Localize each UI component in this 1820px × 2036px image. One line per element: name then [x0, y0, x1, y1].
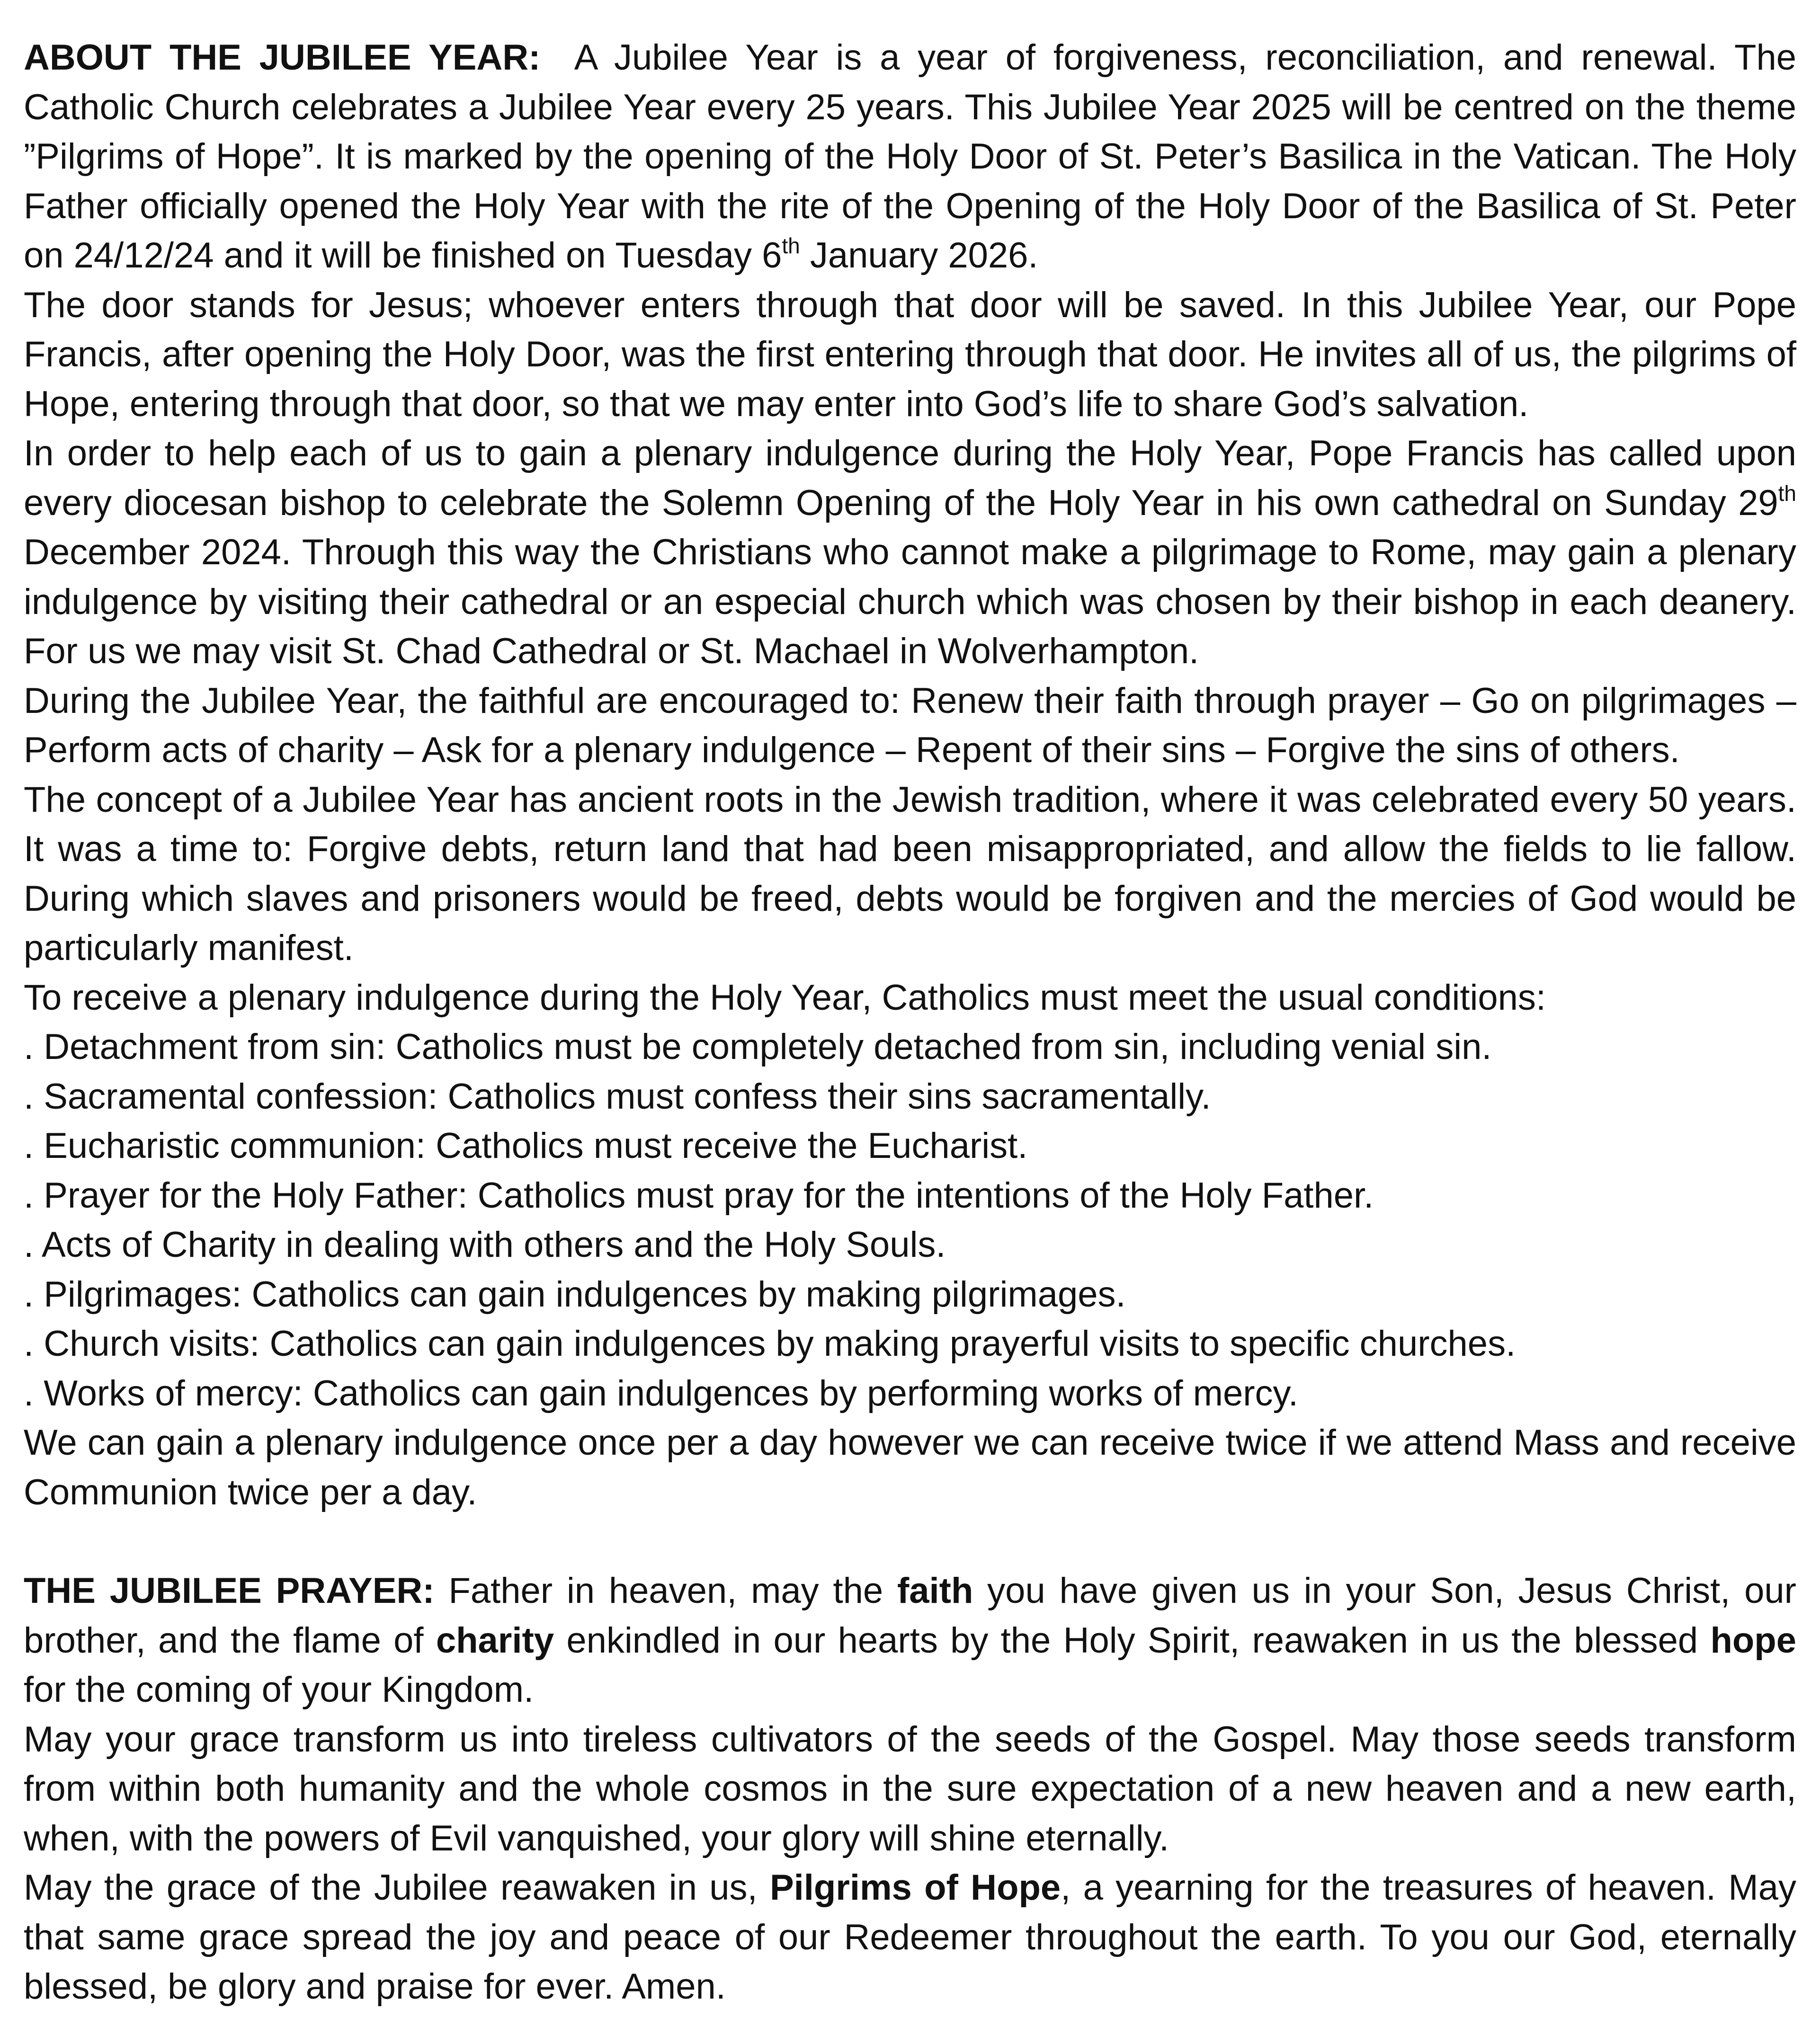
- faith-emphasis: faith: [897, 1571, 973, 1611]
- indulgence-paragraph: [24, 429, 1796, 676]
- prayer-closing-paragraph: [24, 1863, 1796, 2012]
- jubilee-intro-paragraph: [24, 33, 1796, 281]
- list-item: . Church visits: Catholics can gain indulgences by making prayerful visits to specific churches.: [24, 1324, 1516, 1364]
- jubilee-prayer-heading: THE JUBILEE PRAYER:: [24, 1571, 435, 1611]
- charity-emphasis: charity: [436, 1620, 554, 1661]
- jubilee-intro-end: January 2026.: [800, 235, 1038, 276]
- plenary-indulgence-closing: We can gain a plenary indulgence once per a day however we can receive twice if we attend Mass and receive Communion twice per a day.: [24, 1423, 1796, 1512]
- jubilee-intro-text: A Jubilee Year is a year of forgiveness, reconciliation, and renewal. The Catholic Church celebrates a Jubilee Year every 25 years. This Jubilee Year 2025 will be centred on the theme ”Pilgrims of Hope”. It is marked by the opening of the Holy Door of St. Peter’s Basilica in the Vatican. The Holy Father officially opened the Holy Year with the rite of the Opening of the Holy Door of the Basilica of St. Peter on 24/12/24 and it will be finished on Tuesday 6: [24, 37, 1796, 276]
- list-item: . Pilgrimages: Catholics can gain indulgences by making pilgrimages.: [24, 1274, 1126, 1315]
- list-item: . Works of mercy: Catholics can gain indulgences by performing works of mercy.: [24, 1373, 1298, 1414]
- jubilee-year-heading: ABOUT THE JUBILEE YEAR:: [24, 37, 541, 78]
- newsletter-page: [24, 33, 1796, 2012]
- indulgence-text-b: December 2024. Through this way the Christians who cannot make a pilgrimage to Rome, may gain a plenary indulgence by visiting their cathedral or an especial church which was chosen by their bishop in each deanery. For us we may visit St. Chad Cathedral or St. Machael in Wolverhampton.: [24, 532, 1796, 671]
- list-item: . Acts of Charity in dealing with others and the Holy Souls.: [24, 1225, 946, 1265]
- holy-door-paragraph: The door stands for Jesus; whoever enters through that door will be saved. In this Jubilee Year, our Pope Francis, after opening the Holy Door, was the first entering through that door. He invites all of us, the pilgrims of Hope, entering through that door, so that we may enter into God’s life to share God’s salvation.: [24, 285, 1796, 424]
- jubilee-prayer-paragraph: [24, 1566, 1796, 1715]
- encouraged-paragraph: During the Jubilee Year, the faithful are encouraged to: Renew their faith through prayer – Go on pilgrimages – Perform acts of charity – Ask for a plenary indulgence – Repent of their sins – Forgive the sins of others.: [24, 680, 1796, 770]
- date-ordinal-suffix: th: [782, 233, 800, 258]
- conditions-list: [24, 1022, 1796, 1418]
- prayer-text: enkindled in our hearts by the Holy Spirit, reawaken in us the blessed: [554, 1620, 1711, 1661]
- pilgrims-of-hope-emphasis: Pilgrims of Hope: [769, 1867, 1061, 1908]
- jewish-tradition-paragraph: The concept of a Jubilee Year has ancient roots in the Jewish tradition, where it was celebrated every 50 years. It was a time to: Forgive debts, return land that had been misappropriated, and allow the fields to lie fallow. During which slaves and prisoners would be freed, debts would be forgiven and the mercies of God would be particularly manifest.: [24, 779, 1796, 968]
- list-item: . Detachment from sin: Catholics must be completely detached from sin, including venial sin.: [24, 1027, 1492, 1067]
- hope-emphasis: hope: [1710, 1620, 1796, 1661]
- conditions-intro: To receive a plenary indulgence during the Holy Year, Catholics must meet the usual conditions:: [24, 977, 1546, 1018]
- indulgence-text-a: In order to help each of us to gain a plenary indulgence during the Holy Year, Pope Francis has called upon every diocesan bishop to celebrate the Solemn Opening of the Holy Year in his own cathedral on Sunday 29: [24, 433, 1796, 523]
- date-ordinal-suffix: th: [1778, 480, 1796, 506]
- prayer-text: for the coming of your Kingdom.: [24, 1670, 534, 1710]
- list-item: . Sacramental confession: Catholics must confess their sins sacramentally.: [24, 1076, 1211, 1117]
- prayer-text: , a yearning for the treasures of heaven. May that same grace spread the joy and peace of our Redeemer throughout the earth. To you our God, eternally blessed, be glory and praise for ever. Amen.: [24, 1867, 1796, 2007]
- prayer-text: Father in heaven, may the: [434, 1571, 897, 1611]
- section-spacer: [24, 1517, 1796, 1566]
- prayer-grace-paragraph: May your grace transform us into tireless cultivators of the seeds of the Gospel. May those seeds transform from within both humanity and the whole cosmos in the sure expectation of a new heaven and a new earth, when, with the powers of Evil vanquished, your glory will shine eternally.: [24, 1719, 1796, 1858]
- list-item: . Eucharistic communion: Catholics must receive the Eucharist.: [24, 1126, 1028, 1166]
- prayer-text: May the grace of the Jubilee reawaken in us,: [24, 1867, 770, 1908]
- prayer-text: you have given us in your Son, Jesus Christ, our brother, and the flame of: [24, 1571, 1796, 1661]
- list-item: . Prayer for the Holy Father: Catholics must pray for the intentions of the Holy Father.: [24, 1175, 1374, 1216]
